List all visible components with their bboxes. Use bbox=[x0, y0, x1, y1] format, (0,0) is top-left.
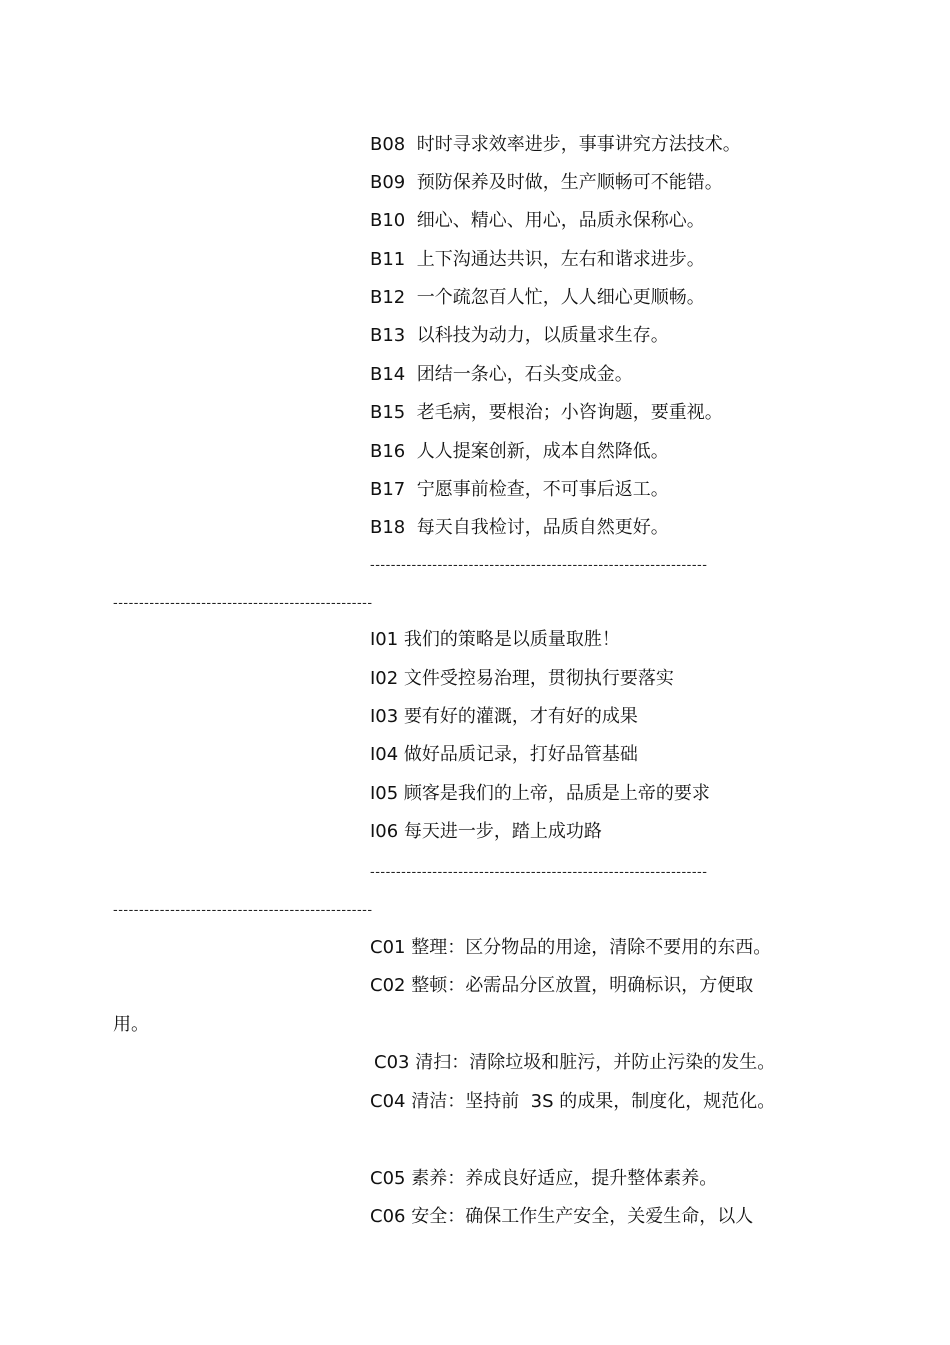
slogan-i01: I01 我们的策略是以质量取胜！ bbox=[370, 629, 620, 650]
slogan-b12: B12 一个疏忽百人忙，人人细心更顺畅。 bbox=[370, 287, 705, 308]
slogan-c04: C04 清洁：坚持前 3S 的成果，制度化，规范化。 bbox=[370, 1091, 776, 1112]
slogan-i05: I05 顾客是我们的上帝，品质是上帝的要求 bbox=[370, 783, 710, 804]
slogan-b18: B18 每天自我检讨，品质自然更好。 bbox=[370, 517, 669, 538]
slogan-c03: C03 清扫：清除垃圾和脏污，并防止污染的发生。 bbox=[374, 1052, 776, 1073]
slogan-b09: B09 预防保养及时做，生产顺畅可不能错。 bbox=[370, 172, 723, 193]
divider-short: -------------------------------------------------- bbox=[113, 903, 373, 918]
divider-long: ----------------------------------------------------------------- bbox=[370, 865, 708, 880]
slogan-c05: C05 素养：养成良好适应，提升整体素养。 bbox=[370, 1168, 718, 1189]
slogan-c02-continuation: 用。 bbox=[113, 1014, 149, 1035]
divider-short: -------------------------------------------------- bbox=[113, 596, 373, 611]
slogan-b11: B11 上下沟通达共识，左右和谐求进步。 bbox=[370, 249, 705, 270]
slogan-i04: I04 做好品质记录，打好品管基础 bbox=[370, 744, 638, 765]
slogan-b17: B17 宁愿事前检查，不可事后返工。 bbox=[370, 479, 669, 500]
slogan-b15: B15 老毛病，要根治；小咨询题，要重视。 bbox=[370, 402, 723, 423]
slogan-b08: B08 时时寻求效率进步，事事讲究方法技术。 bbox=[370, 134, 741, 155]
slogan-b16: B16 人人提案创新，成本自然降低。 bbox=[370, 441, 669, 462]
divider-long: ----------------------------------------------------------------- bbox=[370, 558, 708, 573]
slogan-i06: I06 每天进一步，踏上成功路 bbox=[370, 821, 602, 842]
slogan-b10: B10 细心、精心、用心，品质永保称心。 bbox=[370, 210, 705, 231]
slogan-c02: C02 整顿：必需品分区放置，明确标识，方便取 bbox=[370, 975, 754, 996]
slogan-c06: C06 安全：确保工作生产安全，关爱生命，以人 bbox=[370, 1206, 754, 1227]
slogan-i02: I02 文件受控易治理，贯彻执行要落实 bbox=[370, 668, 674, 689]
slogan-b13: B13 以科技为动力，以质量求生存。 bbox=[370, 325, 669, 346]
slogan-c01: C01 整理：区分物品的用途，清除不要用的东西。 bbox=[370, 937, 772, 958]
slogan-b14: B14 团结一条心，石头变成金。 bbox=[370, 364, 633, 385]
slogan-i03: I03 要有好的灌溉，才有好的成果 bbox=[370, 706, 638, 727]
